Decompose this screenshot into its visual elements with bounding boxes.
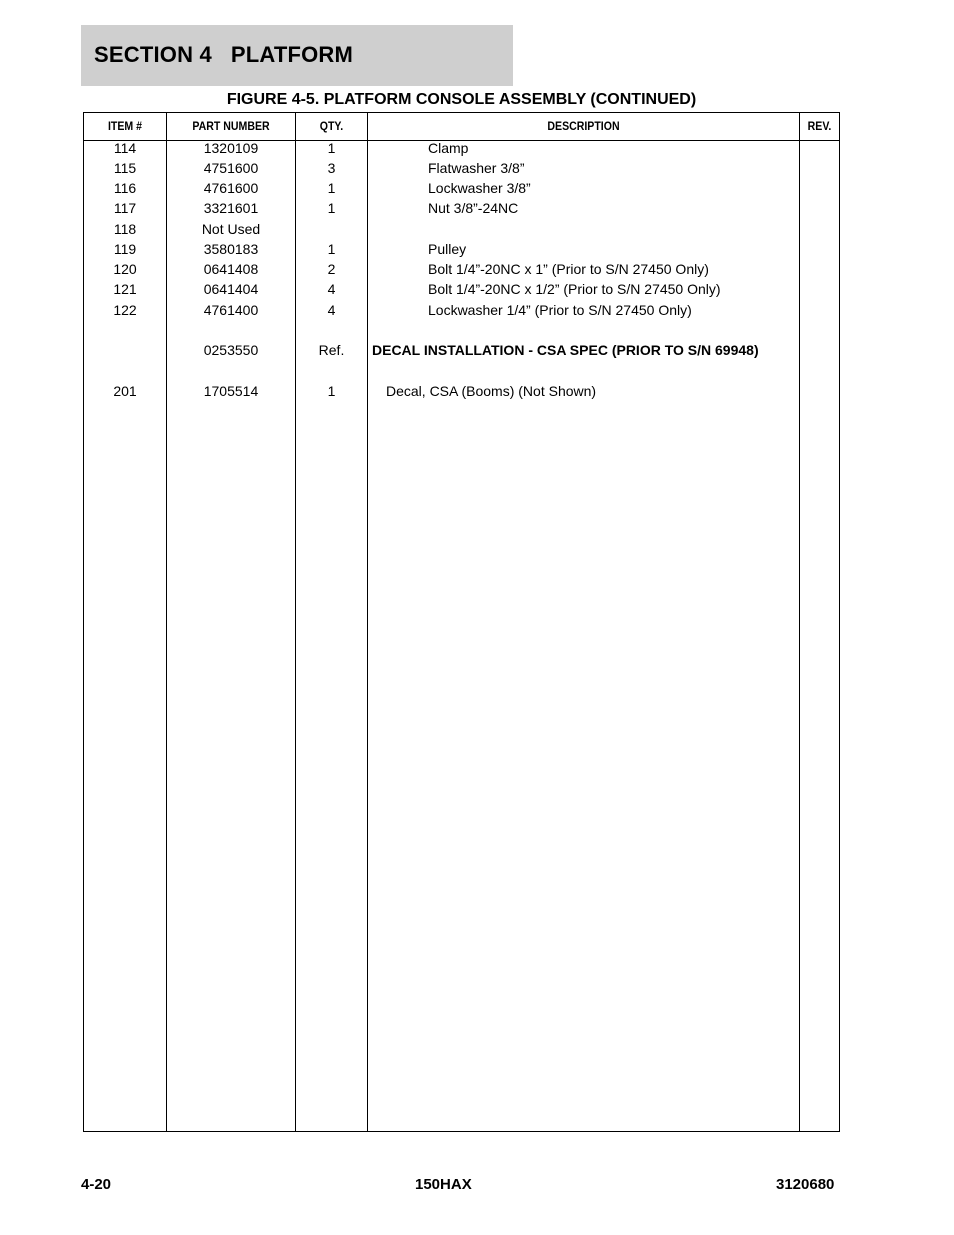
model-name: 150HAX (415, 1176, 472, 1193)
item-number: 122 (113, 302, 137, 318)
part-number: 4761400 (203, 302, 259, 318)
quantity: 1 (327, 180, 336, 196)
quantity: 1 (327, 200, 336, 216)
part-number: 1320109 (203, 140, 259, 156)
description: Lockwasher 3/8” (428, 180, 531, 196)
figure-title: FIGURE 4-5. PLATFORM CONSOLE ASSEMBLY (CONTINUED) (226, 91, 697, 108)
part-number: 4751600 (203, 160, 259, 176)
part-number: 3580183 (203, 241, 259, 257)
table-row (84, 279, 839, 299)
description: Decal, CSA (Booms) (Not Shown) (386, 383, 597, 399)
description: DECAL INSTALLATION - CSA SPEC (PRIOR TO S/N 69948) (372, 342, 759, 358)
quantity: 3 (327, 160, 336, 176)
table-row (84, 138, 839, 158)
document-number: 3120680 (776, 1176, 835, 1193)
header-description: DESCRIPTION (547, 119, 620, 133)
table-row (84, 340, 839, 360)
quantity: 4 (327, 281, 336, 297)
description: Clamp (428, 140, 469, 156)
quantity: 1 (327, 383, 336, 399)
description: Lockwasher 1/4” (Prior to S/N 27450 Only) (428, 302, 692, 318)
item-number: 120 (113, 261, 137, 277)
part-number: Not Used (201, 221, 261, 237)
item-number: 201 (113, 383, 137, 399)
item-number: 114 (113, 140, 137, 156)
item-number: 121 (113, 281, 137, 297)
description: Pulley (428, 241, 467, 257)
table-row (84, 219, 839, 239)
item-number: 115 (113, 160, 137, 176)
table-row (84, 381, 839, 401)
part-number: 0253550 (203, 342, 259, 358)
header-rev: REV. (807, 119, 832, 133)
quantity: 1 (327, 140, 336, 156)
item-number: 119 (113, 241, 137, 257)
table-row (84, 239, 839, 259)
table-row (84, 158, 839, 178)
quantity: Ref. (318, 342, 345, 358)
header-qty: QTY. (319, 119, 344, 133)
quantity: 1 (327, 241, 336, 257)
table-row (84, 198, 839, 218)
part-number: 0641408 (203, 261, 259, 277)
part-number: 4761600 (203, 180, 259, 196)
parts-table (83, 112, 840, 1132)
part-number: 3321601 (203, 200, 259, 216)
description: Flatwasher 3/8” (428, 160, 525, 176)
part-number: 1705514 (203, 383, 259, 399)
table-row (84, 178, 839, 198)
header-item: ITEM # (107, 119, 143, 133)
item-number: 116 (113, 180, 137, 196)
section-title: SECTION 4 PLATFORM (94, 42, 354, 67)
section-banner (81, 25, 513, 86)
item-number: 117 (113, 200, 137, 216)
item-number: 118 (113, 221, 137, 237)
description: Bolt 1/4”-20NC x 1/2” (Prior to S/N 27450 Only) (428, 281, 721, 297)
table-row (84, 259, 839, 279)
table-row (84, 300, 839, 320)
quantity: 4 (327, 302, 336, 318)
description: Bolt 1/4”-20NC x 1” (Prior to S/N 27450 Only) (428, 261, 709, 277)
page-number: 4-20 (81, 1176, 112, 1193)
description: Nut 3/8”-24NC (428, 200, 519, 216)
header-part-number: PART NUMBER (192, 119, 270, 133)
quantity: 2 (327, 261, 336, 277)
part-number: 0641404 (203, 281, 259, 297)
